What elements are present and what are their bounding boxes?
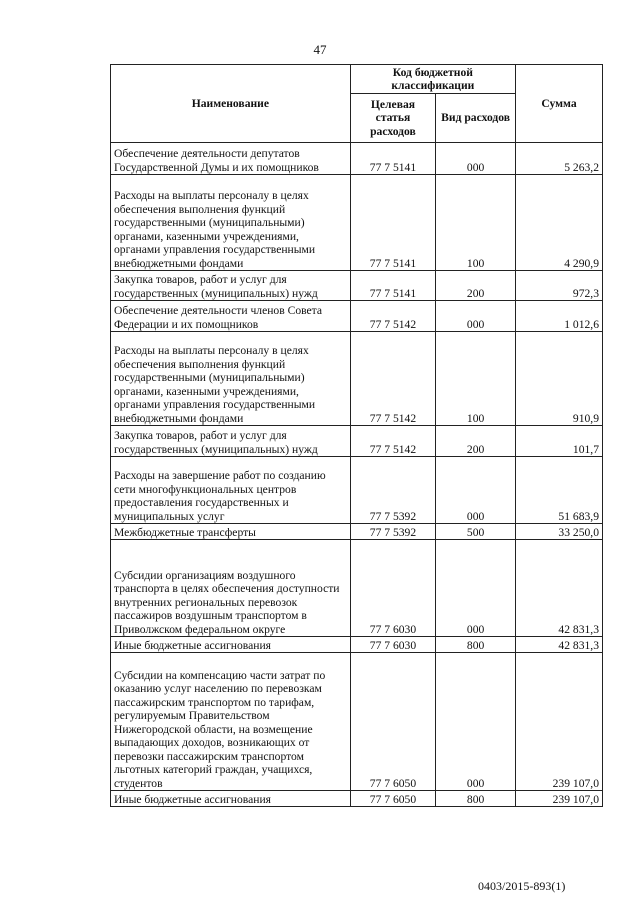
row-name: Иные бюджетные ассигнования [111, 637, 351, 653]
row-sum: 51 683,9 [516, 457, 603, 524]
table-row [111, 332, 603, 426]
header-name: Наименование [111, 65, 351, 143]
table-row [111, 524, 603, 540]
row-sum: 4 290,9 [516, 175, 603, 271]
row-target-code: 77 7 5392 [350, 524, 436, 540]
table-row [111, 637, 603, 653]
row-sum: 972,3 [516, 271, 603, 301]
row-expense-type: 100 [436, 175, 516, 271]
row-expense-type: 000 [436, 653, 516, 791]
row-sum: 101,7 [516, 426, 603, 457]
row-name: Межбюджетные трансферты [111, 524, 351, 540]
header-sum: Сумма [516, 65, 603, 143]
row-name: Закупка товаров, работ и услуг для государственных (муниципальных) нужд [111, 271, 351, 301]
row-target-code: 77 7 6030 [350, 637, 436, 653]
table-row [111, 301, 603, 332]
page-number: 47 [313, 42, 327, 57]
row-sum: 42 831,3 [516, 637, 603, 653]
row-sum: 1 012,6 [516, 301, 603, 332]
row-expense-type: 000 [436, 540, 516, 637]
row-expense-type: 800 [436, 637, 516, 653]
row-expense-type: 800 [436, 791, 516, 807]
row-expense-type: 000 [436, 301, 516, 332]
table-header [111, 65, 603, 143]
row-target-code: 77 7 5392 [350, 457, 436, 524]
table-row [111, 271, 603, 301]
header-expense-type: Вид расходов [436, 94, 516, 143]
row-name: Обеспечение деятельности членов Совета Федерации и их помощников [111, 301, 351, 332]
row-name: Субсидии организациям воздушного транспорта в целях обеспечения доступности внутренних региональных перевозок пассажиров воздушным транспортом в Приволжском федеральном округе [111, 540, 351, 637]
header-row [111, 65, 603, 94]
table-row [111, 540, 603, 637]
row-target-code: 77 7 5141 [350, 143, 436, 175]
row-target-code: 77 7 6050 [350, 653, 436, 791]
budget-table [110, 64, 603, 807]
table-row [111, 457, 603, 524]
row-name: Расходы на завершение работ по созданию сети многофункциональных центров предоставления государственных и муниципальных услуг [111, 457, 351, 524]
row-name: Субсидии на компенсацию части затрат по оказанию услуг населению по перевозкам пассажирским транспортом по тарифам, регулируемым Правительством Нижегородской области, на возмещение выпадающих доходов, возникающих от перевозки пассажирским транспортом льготных категорий граждан, учащихся, студентов [111, 653, 351, 791]
table-row [111, 653, 603, 791]
row-name: Обеспечение деятельности депутатов Государственной Думы и их помощников [111, 143, 351, 175]
row-expense-type: 500 [436, 524, 516, 540]
table-row [111, 426, 603, 457]
row-sum: 5 263,2 [516, 143, 603, 175]
row-sum: 239 107,0 [516, 653, 603, 791]
row-sum: 910,9 [516, 332, 603, 426]
row-target-code: 77 7 6030 [350, 540, 436, 637]
row-target-code: 77 7 5142 [350, 301, 436, 332]
table-row [111, 791, 603, 807]
document-code: 0403/2015-893(1) [478, 879, 566, 893]
row-target-code: 77 7 5141 [350, 271, 436, 301]
table-row [111, 143, 603, 175]
row-name: Закупка товаров, работ и услуг для государственных (муниципальных) нужд [111, 426, 351, 457]
row-target-code: 77 7 5142 [350, 426, 436, 457]
row-sum: 33 250,0 [516, 524, 603, 540]
header-target-article: Целевая статья расходов [350, 94, 436, 143]
row-expense-type: 200 [436, 271, 516, 301]
row-expense-type: 200 [436, 426, 516, 457]
row-target-code: 77 7 6050 [350, 791, 436, 807]
row-target-code: 77 7 5142 [350, 332, 436, 426]
row-expense-type: 000 [436, 143, 516, 175]
row-target-code: 77 7 5141 [350, 175, 436, 271]
row-name: Иные бюджетные ассигнования [111, 791, 351, 807]
table-body [111, 143, 603, 807]
row-sum: 42 831,3 [516, 540, 603, 637]
row-expense-type: 100 [436, 332, 516, 426]
row-name: Расходы на выплаты персоналу в целях обеспечения выполнения функций государственными (муниципальными) органами, казенными учреждениями, органами управления государственными внебюджетными фондами [111, 332, 351, 426]
row-name: Расходы на выплаты персоналу в целях обеспечения выполнения функций государственными (муниципальными) органами, казенными учреждениями, органами управления государственными внебюджетными фондами [111, 175, 351, 271]
row-sum: 239 107,0 [516, 791, 603, 807]
table-row [111, 175, 603, 271]
header-classification-group: Код бюджетной классификации [350, 65, 515, 94]
row-expense-type: 000 [436, 457, 516, 524]
